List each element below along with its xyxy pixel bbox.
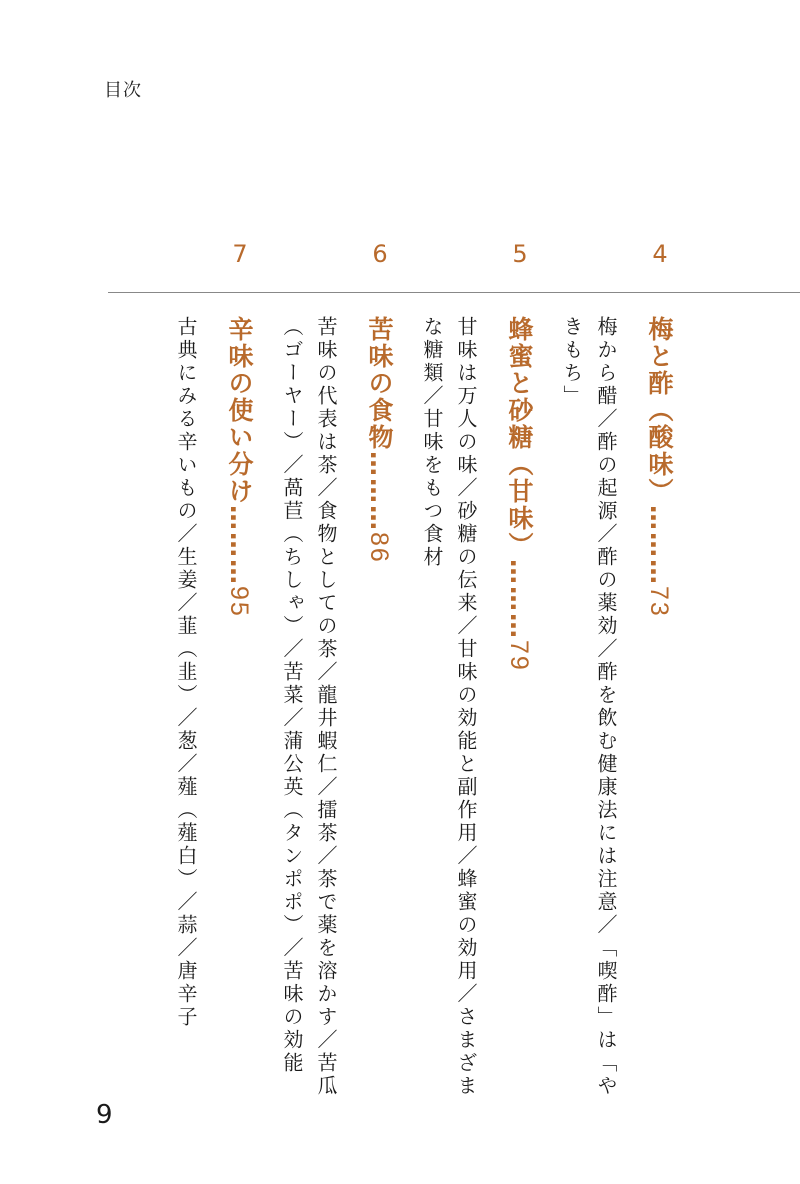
chapter-title-text: 苦味の食物 [365,316,394,451]
chapter-title-text: 梅と酢（酸味） [645,316,674,505]
chapter-page-number: 86 [365,532,393,564]
chapter-number-7: 7 [232,240,248,268]
chapter-number-6: 6 [372,240,388,268]
leader-dots: ……… [505,559,534,640]
chapter-page-number: 79 [505,640,533,672]
chapter-title-text: 辛味の使い分け [225,316,254,505]
chapter-title-text: 蜂蜜と砂糖（甘味） [505,316,534,559]
chapter-6-line-2: （ゴーヤー）／萵苣（ちしゃ）／苦菜／蒲公英（タンポポ）／苦味の効能 [280,316,304,1075]
leader-dots: ……… [645,505,674,586]
chapter-title-7[interactable] [226,316,252,618]
chapter-title-6[interactable] [366,316,392,564]
chapter-number-5: 5 [512,240,528,268]
page-number: 9 [96,1100,113,1130]
chapter-4-line-2: きもち」 [560,316,584,408]
chapter-page-number: 95 [225,586,253,618]
chapter-6-line-1: 苦味の代表は茶／食物としての茶／龍井蝦仁／擂茶／茶で薬を溶かす／苦瓜 [314,316,338,1098]
leader-dots: ……… [365,451,394,532]
chapter-5-line-2: な糖類／甘味をもつ食材 [420,316,444,569]
chapter-4-line-1: 梅から醋／酢の起源／酢の薬効／酢を飲む健康法には注意／「喫酢」は「や [594,316,618,1098]
leader-dots: ……… [225,505,254,586]
running-head: 目次 [104,80,142,101]
chapter-page-number: 73 [645,586,673,618]
chapter-title-5[interactable] [506,316,532,672]
horizontal-rule [108,292,800,293]
chapter-number-4: 4 [652,240,668,268]
chapter-7-line-1: 古典にみる辛いもの／生姜／韮（韭）／葱／薤（薤白）／蒜／唐辛子 [174,316,198,1029]
chapter-title-4[interactable] [646,316,672,618]
chapter-5-line-1: 甘味は万人の味／砂糖の伝来／甘味の効能と副作用／蜂蜜の効用／さまざま [454,316,478,1098]
